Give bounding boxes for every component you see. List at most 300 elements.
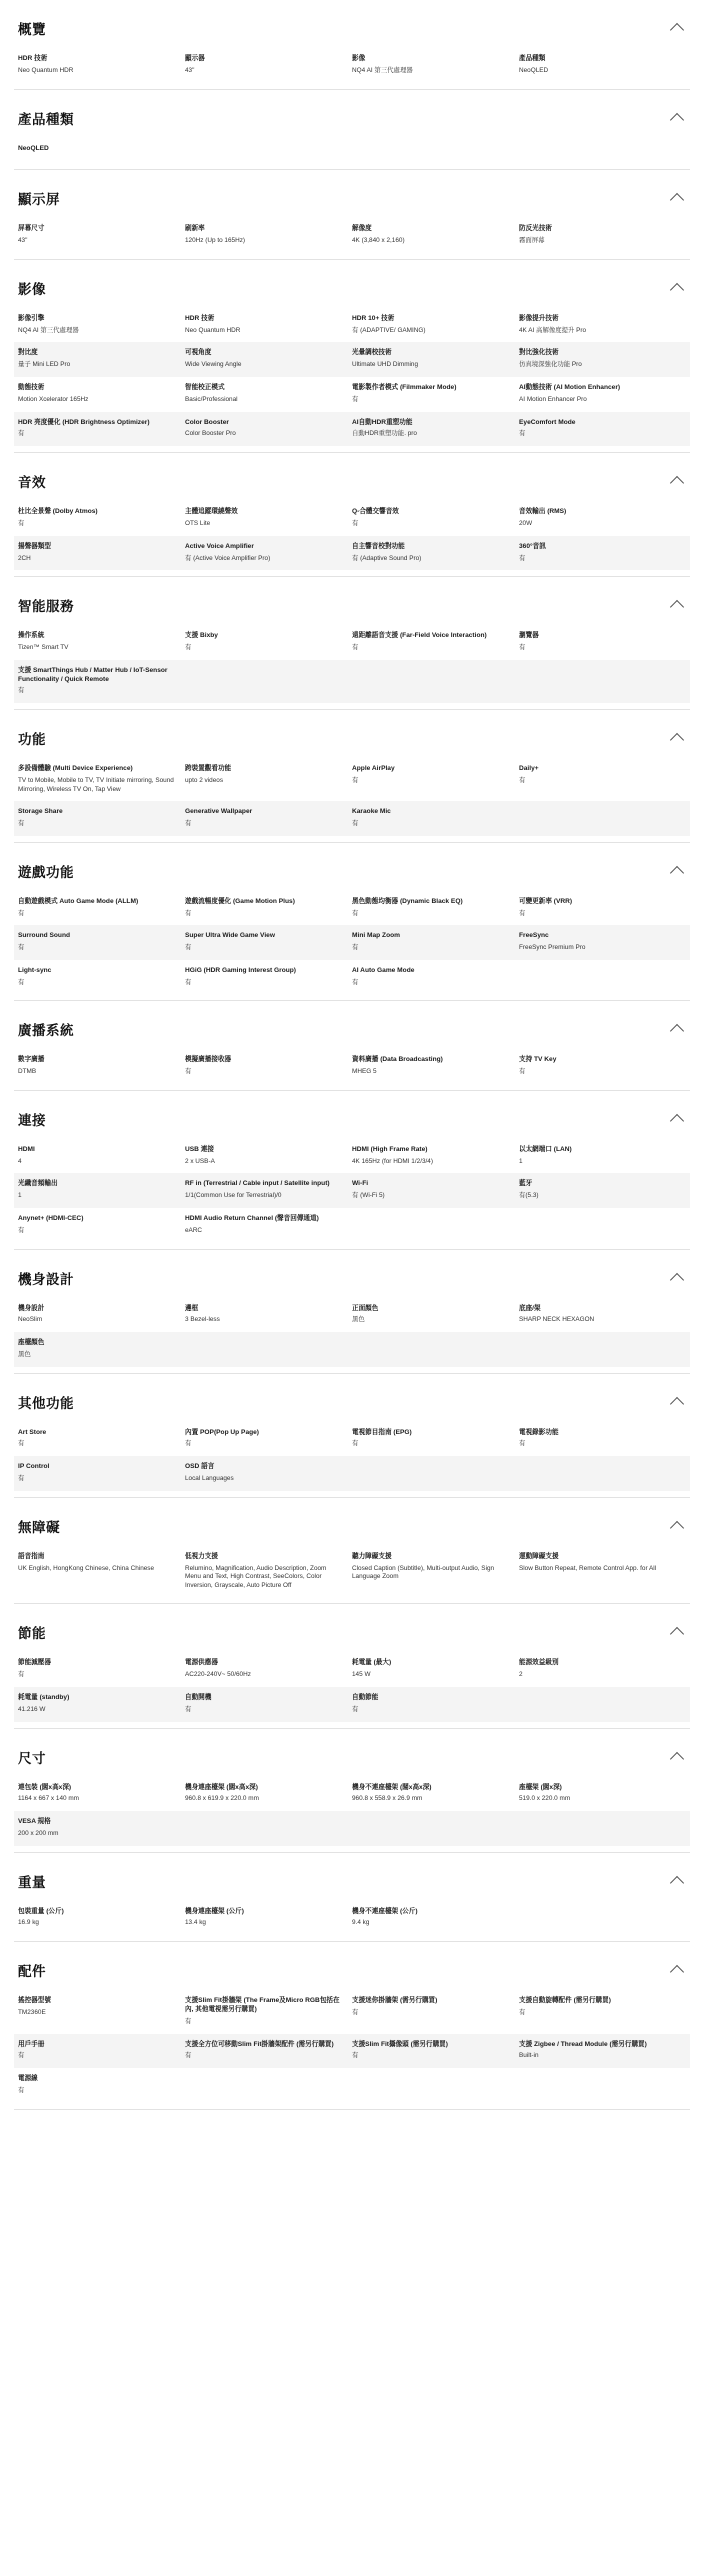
spec-rows [14, 48, 690, 83]
spec-label: 智能校正模式 [185, 384, 225, 392]
spec-cell [185, 667, 352, 696]
spec-section [14, 710, 690, 843]
spec-value: 有 [18, 944, 25, 952]
spec-label: 資料廣播 (Data Broadcasting) [352, 1056, 443, 1064]
spec-value: 有 [18, 978, 25, 986]
spec-cell [519, 225, 686, 246]
section-title: 產品種類 [18, 111, 74, 127]
spec-cell [519, 508, 686, 529]
spec-value: AC220-240V~ 50/60Hz [185, 1671, 251, 1679]
chevron-up-icon[interactable] [670, 1873, 686, 1889]
spec-label: 自動開機 [185, 1693, 212, 1701]
section-title: 連接 [18, 1112, 46, 1128]
spec-label: HDMI (High Frame Rate) [352, 1145, 428, 1153]
spec-label: FreeSync [519, 932, 549, 940]
spec-cell [352, 1146, 519, 1167]
spec-section [14, 1001, 690, 1091]
spec-cell [519, 1215, 686, 1236]
spec-cell [519, 2075, 686, 2096]
spec-value: 4K (3,840 x 2,160) [352, 237, 405, 245]
spec-label: IP Control [18, 1463, 50, 1471]
spec-label: 自動遊戲模式 Auto Game Mode (ALLM) [18, 897, 139, 905]
spec-label: Art Store [18, 1428, 47, 1436]
spec-value: NQ4 AI 第三代處理器 [352, 66, 413, 74]
spec-label: VESA 規格 [18, 1818, 51, 1826]
chevron-up-icon[interactable] [670, 20, 686, 36]
spec-cell [185, 1056, 352, 1077]
spec-cell [18, 1659, 185, 1680]
spec-cell [519, 1997, 686, 2026]
spec-label: Light-sync [18, 966, 52, 974]
spec-cell [519, 315, 686, 336]
spec-label: 用戶手冊 [18, 2040, 45, 2048]
spec-label: 電視節目指南 (EPG) [352, 1428, 412, 1436]
table-row [14, 308, 690, 343]
spec-cell [352, 1180, 519, 1201]
chevron-up-icon[interactable] [670, 1749, 686, 1765]
spec-value: 1164 x 667 x 140 mm [18, 1795, 79, 1803]
spec-value: 200 x 200 mm [18, 1829, 59, 1837]
spec-value: Slow Button Repeat, Remote Control App. for All [519, 1564, 657, 1572]
spec-cell [185, 349, 352, 370]
spec-label: 自動節能 [352, 1693, 379, 1701]
spec-cell [185, 1215, 352, 1236]
spec-value: 有 [519, 1068, 526, 1076]
spec-cell [519, 1056, 686, 1077]
chevron-up-icon[interactable] [670, 190, 686, 206]
section-header[interactable] [14, 90, 690, 138]
spec-cell [18, 765, 185, 794]
section-header[interactable] [14, 453, 690, 501]
spec-value: 有 [185, 2017, 192, 2025]
spec-cell [352, 1463, 519, 1484]
spec-value: 有 [352, 2009, 359, 2016]
spec-cell [352, 315, 519, 336]
spec-label: AI動態技術 (AI Motion Enhancer) [519, 384, 621, 392]
spec-cell [185, 1339, 352, 1360]
spec-value: eARC [185, 1226, 203, 1234]
spec-cell [519, 1305, 686, 1326]
section-title: 重量 [18, 1874, 46, 1890]
section-header[interactable] [14, 843, 690, 891]
chevron-up-icon[interactable] [670, 473, 686, 489]
spec-label: 操作系統 [18, 632, 45, 640]
spec-value: 有 (ADAPTIVE/ GAMING) [352, 326, 426, 334]
spec-cell [352, 1694, 519, 1715]
spec-value: 有 [519, 644, 526, 652]
spec-cell [185, 932, 352, 953]
spec-value: 有 [18, 2052, 25, 2060]
spec-rows [14, 1901, 690, 1936]
spec-label: 支持 TV Key [519, 1056, 557, 1064]
spec-cell [18, 1997, 185, 2026]
spec-cell [519, 1908, 686, 1929]
chevron-up-icon[interactable] [670, 1111, 686, 1127]
spec-value: 有(5.3) [519, 1192, 539, 1200]
spec-value: 43" [185, 66, 195, 74]
spec-cell [352, 1908, 519, 1929]
spec-label: 多設備體驗 (Multi Device Experience) [18, 765, 133, 773]
chevron-up-icon[interactable] [670, 1624, 686, 1640]
spec-cell [18, 1784, 185, 1805]
spec-cell [185, 543, 352, 564]
table-row [14, 1901, 690, 1936]
spec-cell [185, 765, 352, 794]
section-header[interactable] [14, 0, 690, 48]
spec-value: 1 [18, 1192, 22, 1200]
section-header[interactable] [14, 260, 690, 308]
spec-cell [18, 1818, 185, 1839]
spec-value: Motion Xcelerator 165Hz [18, 395, 89, 403]
spec-label: 自主響音校對功能 [352, 542, 405, 550]
table-row [14, 925, 690, 960]
table-row [14, 536, 690, 571]
spec-value: OTS Lite [185, 519, 211, 527]
section-title: 顯示屏 [18, 192, 60, 208]
spec-value: Relumino, Magnification, Audio Description, Zoom Menu and Text, High Contrast, SeeColors, Color Inversion, Grayscale, Auto Picture Off [185, 1564, 327, 1589]
spec-section [14, 453, 690, 577]
chevron-up-icon[interactable] [670, 1518, 686, 1534]
spec-label: 藍牙 [519, 1180, 533, 1188]
spec-value: NeoSlim [18, 1316, 43, 1324]
spec-value: 有 [18, 519, 25, 527]
spec-cell [18, 1180, 185, 1201]
spec-label: 機身設計 [18, 1304, 45, 1312]
spec-cell [519, 1180, 686, 1201]
spec-cell [519, 1818, 686, 1839]
spec-value: 有 [18, 1226, 25, 1234]
table-row [14, 891, 690, 926]
spec-value: 43" [18, 237, 28, 245]
spec-rows [14, 138, 690, 164]
section-title: 遊戲功能 [18, 864, 74, 880]
section-header[interactable] [14, 1853, 690, 1901]
spec-cell [519, 898, 686, 919]
spec-label: Apple AirPlay [352, 765, 395, 773]
section-header[interactable] [14, 1091, 690, 1139]
spec-cell [185, 2075, 352, 2096]
spec-value: 有 [18, 687, 25, 695]
table-row [14, 412, 690, 447]
spec-label: 包裝重量 (公斤) [18, 1907, 64, 1915]
spec-cell [185, 1553, 352, 1591]
spec-cell [185, 225, 352, 246]
spec-cell [519, 1694, 686, 1715]
spec-label: AI自動HDR重塑功能 [352, 418, 413, 426]
spec-label: HDMI Audio Return Channel (聲音回傳通道) [185, 1214, 319, 1222]
section-title: 其他功能 [18, 1395, 74, 1411]
spec-value: 有 [352, 644, 359, 652]
spec-cell [185, 1784, 352, 1805]
section-header[interactable] [14, 1729, 690, 1777]
spec-label: EyeComfort Mode [519, 418, 576, 426]
section-header[interactable] [14, 577, 690, 625]
chevron-up-icon[interactable] [670, 730, 686, 746]
spec-label: 電源線 [18, 2075, 38, 2083]
spec-label: 支援 SmartThings Hub / Matter Hub / IoT-Sensor Functionality / Quick Remote [18, 666, 168, 683]
spec-label: 解像度 [352, 225, 372, 233]
spec-label: 影像引擎 [18, 314, 45, 322]
spec-section [14, 1250, 690, 1374]
spec-value: 有 [18, 909, 25, 917]
spec-label: 電視錄影功能 [519, 1428, 559, 1436]
spec-label: 影像提升技術 [519, 314, 559, 322]
section-header[interactable] [14, 1942, 690, 1990]
spec-value: Basic/Professional [185, 395, 238, 403]
spec-value: 1/1(Common Use for Terrestrial)/0 [185, 1192, 282, 1200]
spec-cell [185, 1463, 352, 1484]
spec-value: Wide Viewing Angle [185, 361, 242, 369]
spec-value: NeoQLED [519, 66, 549, 74]
spec-value: 1 [519, 1157, 523, 1165]
spec-label: Color Booster [185, 418, 229, 426]
spec-label: 對比強化技術 [519, 349, 559, 357]
spec-value: Built-in [519, 2052, 539, 2060]
chevron-up-icon[interactable] [670, 863, 686, 879]
spec-value: 有 [519, 776, 526, 784]
section-header[interactable] [14, 1250, 690, 1298]
spec-cell [185, 145, 352, 157]
spec-label: 低視力支援 [185, 1552, 218, 1560]
spec-label: 電影製作者模式 (Filmmaker Mode) [352, 384, 457, 392]
spec-label: 節能減壓器 [18, 1659, 51, 1667]
spec-cell [18, 508, 185, 529]
spec-value: 4K 165Hz (for HDMI 1/2/3/4) [352, 1157, 433, 1165]
spec-cell [352, 543, 519, 564]
spec-value: 2 x USB-A [185, 1157, 215, 1165]
spec-label: 遠距離語音支援 (Far-Field Voice Interaction) [352, 632, 487, 640]
table-row [14, 625, 690, 660]
spec-cell [18, 419, 185, 440]
chevron-up-icon[interactable] [670, 1962, 686, 1978]
spec-label: 光纖音頻輸出 [18, 1180, 58, 1188]
spec-label: Daily+ [519, 765, 539, 773]
spec-value: 有 (Adaptive Sound Pro) [352, 554, 422, 562]
section-header[interactable] [14, 1604, 690, 1652]
section-header[interactable] [14, 1001, 690, 1049]
spec-cell [519, 384, 686, 405]
spec-cell [352, 55, 519, 76]
chevron-up-icon[interactable] [670, 280, 686, 296]
spec-section [14, 843, 690, 1002]
section-header[interactable] [14, 170, 690, 218]
spec-label: 座檯顏色 [18, 1339, 45, 1347]
spec-cell [519, 808, 686, 829]
spec-value: 有 (Active Voice Amplifier Pro) [185, 554, 271, 562]
spec-label: OSD 語言 [185, 1463, 215, 1471]
spec-cell [519, 1553, 686, 1591]
spec-value: FreeSync Premium Pro [519, 944, 586, 952]
spec-cell [519, 543, 686, 564]
spec-cell [519, 667, 686, 696]
table-row [14, 660, 690, 703]
spec-cell [18, 1429, 185, 1450]
spec-label: HDR 技術 [185, 314, 215, 322]
spec-value: 有 [18, 430, 25, 438]
spec-value: 有 [18, 1440, 25, 1448]
spec-label: 杜比全景聲 (Dolby Atmos) [18, 508, 98, 516]
table-row [14, 218, 690, 253]
spec-value: 有 [352, 2052, 359, 2060]
table-row [14, 1777, 690, 1812]
section-title: 功能 [18, 732, 46, 748]
chevron-up-icon[interactable] [670, 110, 686, 126]
section-title: 智能服務 [18, 599, 74, 615]
spec-value: 有 [352, 909, 359, 917]
spec-section [14, 0, 690, 90]
spec-cell [185, 1305, 352, 1326]
spec-label: 語音指南 [18, 1552, 45, 1560]
table-row [14, 1990, 690, 2033]
section-header[interactable] [14, 1374, 690, 1422]
spec-value: Tizen™ Smart TV [18, 644, 69, 652]
spec-cell [185, 632, 352, 653]
spec-cell [185, 1908, 352, 1929]
spec-label: 支援 Bixby [185, 632, 218, 640]
table-row [14, 501, 690, 536]
spec-rows [14, 1422, 690, 1491]
spec-cell [185, 508, 352, 529]
spec-label: 主體追蹤環繞聲效 [185, 508, 238, 516]
spec-cell [352, 1997, 519, 2026]
table-row [14, 342, 690, 377]
spec-label: 底座/架 [519, 1304, 541, 1312]
spec-value: 20W [519, 519, 533, 527]
spec-label: 模擬廣播接收器 [185, 1056, 232, 1064]
spec-cell [352, 508, 519, 529]
spec-value: UK English, HongKong Chinese, China Chinese [18, 1564, 155, 1572]
spec-value: AI Motion Enhancer Pro [519, 395, 587, 403]
spec-label: 耗電量 (standby) [18, 1693, 70, 1701]
spec-value: 有 [185, 909, 192, 917]
section-header[interactable] [14, 710, 690, 758]
spec-cell [519, 1146, 686, 1167]
spec-value: 有 [519, 909, 526, 917]
spec-value: 有 [352, 776, 359, 784]
section-title: 音效 [18, 475, 46, 491]
spec-value: TV to Mobile, Mobile to TV, TV Initiate mirroring, Sound Mirroring, Wireless TV On, Tap View [18, 776, 174, 793]
spec-value: DTMB [18, 1068, 37, 1076]
section-title: 無障礙 [18, 1519, 60, 1535]
spec-label: HDMI [18, 1145, 35, 1153]
spec-cell [352, 1818, 519, 1839]
spec-rows [14, 1139, 690, 1243]
spec-label: Storage Share [18, 808, 63, 816]
spec-value: 3 Bezel-less [185, 1316, 220, 1324]
spec-cell [352, 1339, 519, 1360]
spec-label: RF in (Terrestrial / Cable input / Satellite input) [185, 1180, 330, 1188]
spec-value: SHARP NECK HEXAGON [519, 1316, 595, 1324]
spec-cell [18, 898, 185, 919]
spec-label: HDR 亮度優化 (HDR Brightness Optimizer) [18, 418, 150, 426]
spec-section [14, 1091, 690, 1250]
spec-label: Surround Sound [18, 932, 71, 940]
spec-label: 黑色動態均衡器 (Dynamic Black EQ) [352, 897, 463, 905]
spec-cell [18, 1694, 185, 1715]
spec-value: 有 [519, 2009, 526, 2016]
spec-label: 機身連座檯架 (公斤) [185, 1907, 244, 1915]
spec-label: Generative Wallpaper [185, 808, 253, 816]
spec-value: Neo Quantum HDR [18, 66, 74, 74]
spec-section [14, 260, 690, 453]
chevron-up-icon[interactable] [670, 1270, 686, 1286]
spec-label: 支援 Zigbee / Thread Module (需另行購買) [519, 2040, 647, 2048]
spec-value: 有 [352, 395, 359, 403]
table-row [14, 1208, 690, 1243]
spec-value: 有 [185, 944, 192, 952]
spec-cell [352, 765, 519, 794]
spec-section [14, 1374, 690, 1498]
spec-value: 120Hz (Up to 165Hz) [185, 237, 246, 245]
table-row [14, 2034, 690, 2069]
table-row [14, 2068, 690, 2103]
spec-cell [18, 632, 185, 653]
spec-label: 以太網端口 (LAN) [519, 1145, 572, 1153]
spec-label: 支援自動旋轉配件 (需另行購買) [519, 1997, 611, 2005]
spec-rows [14, 1546, 690, 1598]
spec-section [14, 170, 690, 260]
spec-cell [18, 1146, 185, 1167]
spec-value: 有 [185, 1440, 192, 1448]
spec-section [14, 577, 690, 710]
spec-cell [352, 808, 519, 829]
spec-cell [185, 1146, 352, 1167]
spec-value: 有 [519, 430, 526, 438]
spec-value: 仿真境深強化功能 Pro [519, 361, 582, 369]
spec-value: TM2360E [18, 2009, 46, 2016]
spec-cell [519, 632, 686, 653]
spec-label: AI Auto Game Mode [352, 966, 415, 974]
spec-value: 有 [18, 1475, 25, 1482]
spec-cell [519, 967, 686, 988]
spec-cell [18, 808, 185, 829]
spec-label: 支援全方位可移動Slim Fit掛牆架配件 (需另行購買) [185, 2040, 334, 2048]
spec-cell [18, 1908, 185, 1929]
spec-cell [352, 419, 519, 440]
chevron-up-icon[interactable] [670, 1394, 686, 1410]
table-row [14, 801, 690, 836]
spec-cell [18, 967, 185, 988]
spec-value: 有 [519, 1440, 526, 1448]
spec-value: 量子 Mini LED Pro [18, 361, 71, 369]
table-row [14, 1652, 690, 1687]
spec-cell [519, 1659, 686, 1680]
spec-cell [18, 349, 185, 370]
spec-cell [352, 2041, 519, 2062]
spec-label: 屏幕尺寸 [18, 225, 45, 233]
spec-label: 光暈調校技術 [352, 349, 392, 357]
spec-cell [18, 1339, 185, 1360]
spec-cell [352, 632, 519, 653]
spec-cell [18, 1305, 185, 1326]
chevron-up-icon[interactable] [670, 1021, 686, 1037]
section-header[interactable] [14, 1498, 690, 1546]
spec-label: Wi-Fi [352, 1180, 369, 1188]
spec-value: Local Languages [185, 1475, 234, 1482]
spec-cell [352, 1215, 519, 1236]
spec-label: Super Ultra Wide Game View [185, 932, 275, 940]
spec-cell [18, 55, 185, 76]
table-row [14, 1298, 690, 1333]
spec-rows [14, 625, 690, 703]
spec-cell [352, 898, 519, 919]
table-row [14, 960, 690, 995]
spec-cell [352, 1553, 519, 1591]
chevron-up-icon[interactable] [670, 597, 686, 613]
spec-cell [18, 2041, 185, 2062]
spec-value: 有 [352, 519, 359, 527]
spec-label: 瀏覽器 [519, 632, 539, 640]
